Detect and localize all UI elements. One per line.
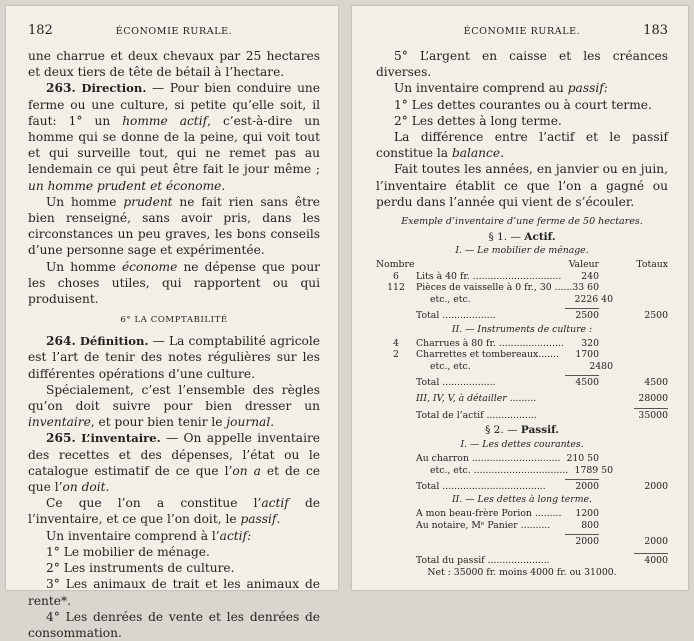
- right-page: [352, 6, 688, 590]
- cell-valeur: 1700: [575, 349, 599, 361]
- prudent-text-c: ne fait rien sans être bien renseigné, sans avoir pris, dans les circonstances un peu graves, les bons conseils d’une personne sage et expérimentée.: [28, 194, 320, 258]
- table-row: [376, 520, 668, 532]
- total-row: [376, 375, 668, 389]
- net-balance: Net : 35000 fr. moins 4000 fr. ou 31000.: [427, 567, 617, 579]
- cell-valeur: 1200: [575, 508, 599, 520]
- left-page: [6, 6, 338, 640]
- cell-label: A mon beau-frère Porion .........: [416, 508, 562, 520]
- cell-label: etc., etc.: [430, 294, 471, 306]
- actif-passif-text-a: Ce que l’on a constitue l’: [46, 496, 262, 511]
- right-page-header: [376, 23, 668, 48]
- left-page-number: 182: [28, 23, 53, 38]
- prudent-text-b: prudent: [123, 194, 173, 209]
- column-header-valeur: Valeur: [568, 258, 599, 270]
- dettes-long-terme-subheading: II. — Les dettes à long terme.: [452, 494, 592, 506]
- cell-valeur: 1789 50: [574, 464, 613, 476]
- paragraph-balance: [376, 129, 668, 161]
- cell-valeur: 2226 40: [574, 294, 613, 306]
- actif-total-row: [376, 408, 668, 422]
- actif-passif-text-c: de l’inventaire, et ce que l’on doit, le: [28, 496, 321, 527]
- cell-label: Pièces de vaisselle à 0 fr., 30 ......: [416, 282, 573, 294]
- detail-label: III, IV, V, à détailler .........: [416, 392, 537, 404]
- cell-label: Charrettes et tombereaux.......: [416, 349, 559, 361]
- section-265-text-c: et de ce que l’: [28, 463, 320, 495]
- actif-passif-text-e: .: [276, 512, 281, 527]
- section-263-direction: [28, 80, 320, 193]
- passif-total-label: Total du passif .....................: [416, 554, 550, 566]
- comprend-actif-text-b: actif:: [219, 528, 252, 543]
- section-265-text-b: on a: [232, 463, 261, 478]
- specialement-text-c: , et pour bien tenir le: [90, 415, 227, 430]
- balance-text-c: .: [500, 146, 504, 161]
- table-row: [376, 465, 668, 477]
- paragraph-specialement: [28, 382, 320, 431]
- table-row: [376, 453, 668, 465]
- specialement-text-a: Spécialement, c’est l’ensemble des règles qu’on doit suivre pour bien dresser un: [28, 382, 320, 414]
- total-totaux: 4500: [644, 377, 668, 388]
- total-totaux: 2500: [644, 310, 668, 322]
- cell-nombre: 6: [393, 270, 399, 282]
- cell-nombre: 4: [393, 337, 399, 349]
- total-valeur: 2000: [565, 479, 599, 493]
- actif-heading: [376, 231, 668, 243]
- list-item: 1° Les dettes courantes ou à court terme.: [394, 97, 652, 112]
- section-264-text: — La comptabilité agricole est l’art de tenir des notes régulières sur les différentes opérations d’une culture.: [28, 334, 320, 381]
- actif-total-label: Total de l’actif .................: [416, 409, 537, 421]
- paragraph-intro: une charrue et deux chevaux par 25 hectares et deux tiers de tête de bétail à l’hectare.: [28, 49, 320, 80]
- passif-heading-number: § 2. —: [485, 424, 521, 437]
- section-263-text-e: .: [221, 178, 226, 193]
- section-264-definition: [28, 333, 320, 382]
- actif-passif-text-d: passif: [240, 512, 277, 527]
- specialement-text-b: inventaire: [28, 415, 91, 430]
- paragraph-comprend-actif: [28, 528, 320, 544]
- total-valeur: 2000: [565, 534, 599, 548]
- balance-text-b: balance: [451, 146, 501, 161]
- comprend-passif-text-a: Un inventaire comprend au: [394, 81, 568, 96]
- section-263-text-b: homme actif: [122, 113, 208, 128]
- table-row: [376, 338, 668, 350]
- passif-heading-title: Passif.: [520, 424, 559, 437]
- actif-total-value: 35000: [634, 408, 668, 422]
- section-heading-comptabilite: 6° LA COMPTABILITÉ: [120, 315, 228, 326]
- econome-text-c: ne dépense que pour les choses utiles, qui rapportent ou qui produisent.: [28, 259, 320, 307]
- inventory-caption: Exemple d’inventaire d’une ferme de 50 hectares.: [401, 216, 643, 228]
- section-265-text-e: .: [105, 480, 110, 495]
- specialement-text-d: journal: [226, 415, 271, 430]
- section-265-text-d: on doit: [62, 480, 106, 495]
- cell-valeur: 320: [581, 337, 599, 349]
- total-label: Total ..................: [416, 377, 496, 388]
- comprend-actif-text-a: Un inventaire comprend à l’: [46, 528, 220, 543]
- cell-valeur: 240: [581, 270, 599, 282]
- cell-nombre: 112: [387, 282, 405, 294]
- list-item: 4° Les denrées de vente et les denrées de consommation.: [28, 609, 320, 640]
- table-row: [376, 271, 668, 283]
- instruments-subheading: II. — Instruments de culture :: [451, 323, 593, 335]
- total-valeur: 4500: [565, 375, 599, 389]
- section-265-inventaire: [28, 430, 320, 495]
- section-264-number: 264.: [46, 334, 76, 349]
- dettes-courantes-subheading: I. — Les dettes courantes.: [460, 439, 584, 451]
- column-header-totaux: Totaux: [636, 258, 668, 270]
- cell-nombre: 2: [393, 349, 399, 361]
- total-row: [376, 479, 668, 493]
- specialement-text-e: .: [270, 415, 275, 430]
- prudent-text-a: Un homme: [46, 194, 124, 209]
- total-valeur: 2500: [565, 308, 599, 322]
- cell-valeur: 800: [581, 519, 599, 531]
- total-row: [376, 534, 668, 548]
- inventory-table: [376, 245, 668, 579]
- section-265-number: 265.: [46, 431, 76, 446]
- passif-total-row: [376, 553, 668, 567]
- total-row: [376, 308, 668, 322]
- cell-label: Au charron ..............................: [416, 452, 561, 464]
- table-row: [376, 349, 668, 361]
- section-265-text-a: — On appelle inventaire des recettes et des dépenses, l’état ou le catalogue estimatif de ce que l’: [28, 431, 320, 478]
- econome-text-b: économe: [121, 259, 178, 274]
- cell-valeur: 2480: [589, 361, 613, 373]
- cell-valeur: 210 50: [566, 452, 599, 464]
- left-page-header: [28, 23, 320, 48]
- list-item: 2° Les instruments de culture.: [46, 561, 235, 576]
- paragraph-actif-passif: [28, 495, 320, 527]
- section-263-text-a: — Pour bien conduire une ferme ou une culture, si petite qu’elle soit, il faut: 1° un: [28, 81, 320, 128]
- passif-total-value: 4000: [634, 553, 668, 567]
- table-row: [376, 282, 668, 294]
- right-running-title: ÉCONOMIE RURALE.: [463, 26, 581, 37]
- left-running-title: ÉCONOMIE RURALE.: [115, 26, 233, 37]
- actif-passif-text-b: actif: [261, 496, 289, 511]
- passif-heading: [376, 425, 668, 437]
- balance-text-a: La différence entre l’actif et le passif constitue la: [376, 130, 668, 161]
- paragraph-fait: Fait toutes les années, en janvier ou en juin, l’inventaire établit ce que l’on a gagné ou perdu dans l’année qui vient de s’écouler.: [376, 162, 668, 209]
- comprend-passif-text-b: passif:: [567, 81, 608, 96]
- table-row: [376, 361, 668, 373]
- econome-text-a: Un homme: [46, 259, 122, 274]
- cell-label: Au notaire, Mᵉ Panier ..........: [416, 519, 551, 531]
- section-265-title: L’inventaire.: [81, 431, 161, 446]
- list-item: 1° Le mobilier de ménage.: [46, 544, 210, 559]
- right-page-number: 183: [643, 23, 668, 38]
- paragraph-comprend-passif: [376, 80, 668, 96]
- cell-label: etc., etc.: [430, 361, 471, 373]
- total-label: Total ..................: [416, 310, 496, 322]
- paragraph-prudent: [28, 194, 320, 259]
- detail-totaux: 28000: [638, 392, 668, 404]
- section-264-title: Définition.: [79, 334, 149, 349]
- cell-valeur: 33 60: [572, 282, 599, 294]
- table-row: [376, 294, 668, 306]
- total-label: Total ...................................: [416, 480, 546, 492]
- mobilier-subheading: I. — Le mobilier de ménage.: [455, 245, 589, 257]
- table-row: [376, 508, 668, 520]
- cell-label: etc., etc. ................................: [430, 464, 569, 476]
- list-item: 2° Les dettes à long terme.: [394, 113, 562, 128]
- total-totaux: 2000: [644, 535, 668, 547]
- section-263-title: Direction.: [81, 81, 147, 96]
- section-263-text-d: un homme prudent et économe: [28, 178, 222, 193]
- list-item: 5° L’argent en caisse et les créances diverses.: [376, 49, 668, 80]
- section-263-number: 263.: [46, 81, 76, 96]
- column-header-nombre: Nombre: [376, 258, 415, 270]
- total-totaux: 2000: [644, 480, 668, 492]
- detail-row: [376, 393, 668, 405]
- list-item: 3° Les animaux de trait et les animaux de rente*.: [28, 577, 320, 608]
- actif-heading-title: Actif.: [524, 231, 556, 244]
- column-headers: [376, 259, 668, 271]
- cell-label: Charrues à 80 fr. ......................: [416, 337, 564, 349]
- section-263-text-c: , c’est-à-dire un homme qui se donne de la peine, qui voit tout et qui surveille tout, qui ne remet pas au lendemain ce qui peut être fait le jour même ;: [28, 113, 320, 177]
- actif-heading-number: § 1. —: [488, 231, 525, 244]
- cell-label: Lits à 40 fr. ..............................: [416, 270, 562, 282]
- paragraph-econome: [28, 259, 320, 308]
